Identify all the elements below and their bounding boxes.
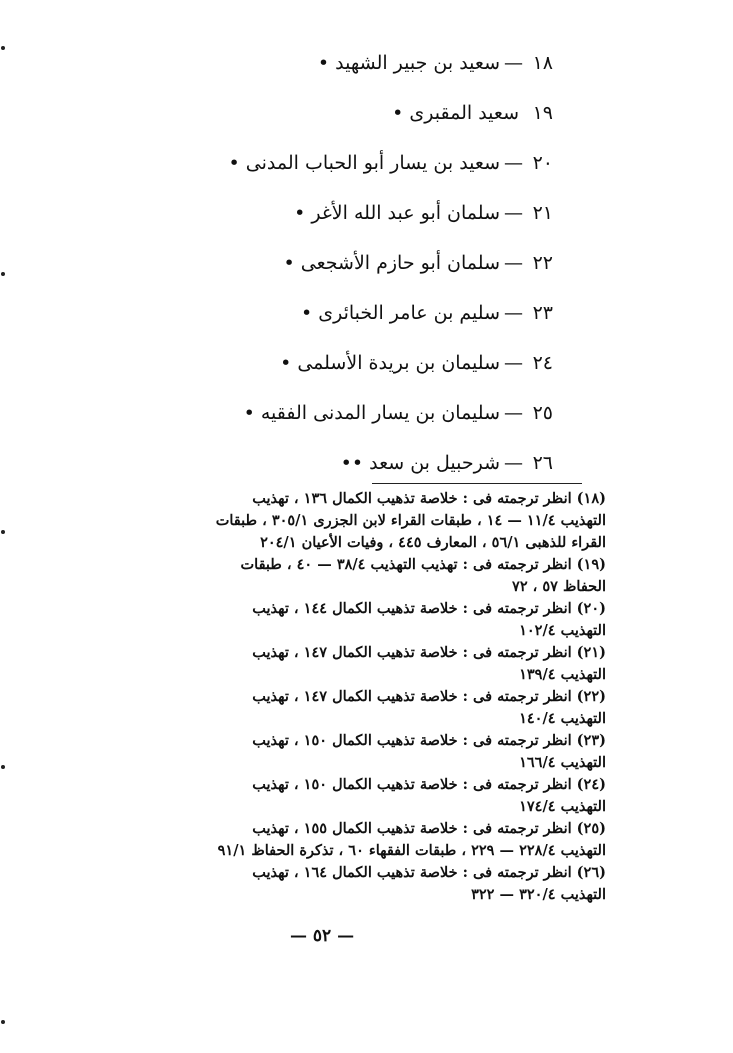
entry-dash: — (504, 202, 523, 224)
footnote-divider (372, 483, 582, 484)
footnote (70, 598, 606, 642)
entry-dash: — (504, 152, 523, 174)
footnote-line: الحفاظ ٥٧ ، ٧٢ (512, 578, 606, 595)
page-number: — ٥٢ — (290, 926, 355, 946)
footnote-line: (٢٦) انظر ترجمته فى : خلاصة تذهيب الكمال ١٦٤ ، تهذيب (252, 864, 606, 881)
narrator-entry (229, 148, 553, 198)
entry-dash: — (504, 402, 523, 424)
footnote (70, 642, 606, 686)
margin-mark (1, 1020, 5, 1024)
entry-number: ٢٤ (532, 352, 553, 374)
entry-text: سليم بن عامر الخبائرى • (301, 302, 500, 324)
footnote-line: التهذيب ١٤٠/٤ (519, 710, 606, 727)
entry-number: ٢٣ (532, 302, 553, 324)
footnote-line: (٢١) انظر ترجمته فى : خلاصة تذهيب الكمال ١٤٧ ، تهذيب (252, 644, 606, 661)
footnote-line: (٢٣) انظر ترجمته فى : خلاصة تذهيب الكمال ١٥٠ ، تهذيب (252, 732, 606, 749)
entry-number: ٢١ (532, 202, 553, 224)
entry-number: ٢٠ (532, 152, 553, 174)
footnote-line: التهذيب ١١/٤ — ١٤ ، طبقات القراء لابن الجزرى ٣٠٥/١ ، طبقات (215, 512, 606, 529)
footnote-line: (١٩) انظر ترجمته فى : تهذيب التهذيب ٣٨/٤ — ٤٠ ، طبقات (240, 556, 606, 573)
footnote (70, 774, 606, 818)
footnote-line: التهذيب ٢٢٨/٤ — ٢٢٩ ، طبقات الفقهاء ٦٠ ، تذكرة الحفاظ ٩١/١ (217, 842, 606, 859)
narrator-entry (229, 398, 553, 448)
entry-dash: — (504, 252, 523, 274)
narrator-entry (229, 198, 553, 248)
entry-dash: — (504, 52, 523, 74)
footnote-line: التهذيب ١٦٦/٤ (519, 754, 606, 771)
narrator-list (229, 48, 553, 498)
entry-number: ٢٢ (532, 252, 553, 274)
margin-mark (1, 765, 5, 769)
entry-text: سليمان بن يسار المدنى الفقيه • (243, 402, 500, 424)
footnote (70, 488, 606, 554)
narrator-entry (229, 298, 553, 348)
entry-text: سلمان أبو حازم الأشجعى • (283, 252, 500, 274)
narrator-entry (229, 348, 553, 398)
entry-dash: — (504, 452, 523, 474)
footnote-line: القراء للذهبى ٥٦/١ ، المعارف ٤٤٥ ، وفيات الأعيان ٢٠٤/١ (260, 534, 606, 551)
entry-text: سليمان بن بريدة الأسلمى • (280, 352, 500, 374)
footnote-line: (١٨) انظر ترجمته فى : خلاصة تذهيب الكمال ١٣٦ ، تهذيب (252, 490, 606, 507)
narrator-entry (229, 98, 553, 148)
narrator-entry (229, 248, 553, 298)
footnote-line: التهذيب ١٧٤/٤ (519, 798, 606, 815)
margin-mark (1, 530, 5, 534)
footnote (70, 818, 606, 862)
footnotes (70, 488, 606, 906)
footnote (70, 554, 606, 598)
footnote (70, 862, 606, 906)
entry-number: ٢٦ (532, 452, 553, 474)
margin-mark (1, 46, 5, 50)
entry-dash: — (504, 302, 523, 324)
entry-text: سلمان أبو عبد الله الأغر • (294, 202, 500, 224)
entry-dash: — (504, 352, 523, 374)
footnote-line: التهذيب ٣٢٠/٤ — ٣٢٢ (471, 886, 606, 903)
entry-text: سعيد المقبرى • (392, 102, 519, 124)
footnote-line: (٢٠) انظر ترجمته فى : خلاصة تذهيب الكمال ١٤٤ ، تهذيب (252, 600, 606, 617)
footnote-line: (٢٥) انظر ترجمته فى : خلاصة تذهيب الكمال ١٥٥ ، تهذيب (252, 820, 606, 837)
footnote-line: التهذيب ١٠٢/٤ (519, 622, 606, 639)
narrator-entry (229, 48, 553, 98)
footnote (70, 730, 606, 774)
footnote-line: التهذيب ١٣٩/٤ (519, 666, 606, 683)
entry-text: سعيد بن جبير الشهيد • (317, 52, 500, 74)
entry-number: ١٩ (532, 102, 553, 124)
entry-text: شرحبيل بن سعد •• (340, 452, 500, 474)
margin-mark (1, 272, 5, 276)
entry-text: سعيد بن يسار أبو الحباب المدنى • (228, 152, 500, 174)
footnote (70, 686, 606, 730)
entry-number: ٢٥ (532, 402, 553, 424)
footnote-line: (٢٤) انظر ترجمته فى : خلاصة تذهيب الكمال ١٥٠ ، تهذيب (252, 776, 606, 793)
footnote-line: (٢٢) انظر ترجمته فى : خلاصة تذهيب الكمال ١٤٧ ، تهذيب (252, 688, 606, 705)
entry-number: ١٨ (532, 52, 553, 74)
